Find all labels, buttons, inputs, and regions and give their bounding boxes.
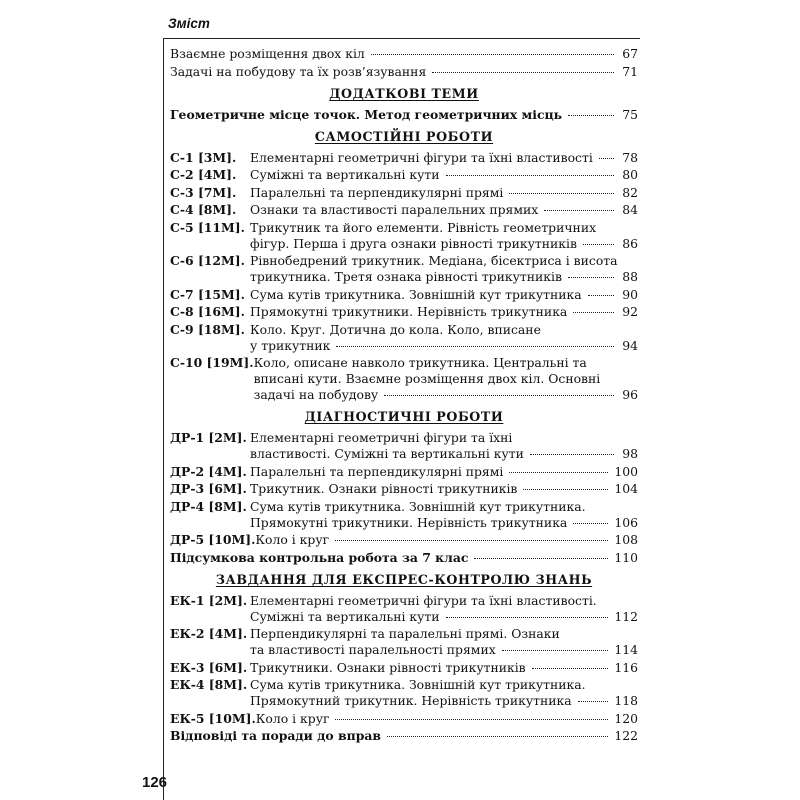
entry-title-line: Рівнобедрений трикутник. Медіана, бісектриса і висота: [250, 253, 618, 268]
entry-body: [250, 253, 638, 285]
toc-entry[interactable]: [170, 253, 638, 285]
entry-last-line: [250, 150, 638, 166]
dot-leader: [384, 395, 614, 396]
entry-last-line: [250, 167, 638, 183]
entry-last-line: [170, 728, 638, 744]
entry-title-line: Коло, описане навколо трикутника. Центральні та: [253, 355, 587, 370]
entry-page-number: 84: [622, 202, 638, 217]
entry-title-line: Прямокутний трикутник. Нерівність трикутника: [250, 693, 572, 708]
dot-leader: [387, 736, 608, 737]
entry-last-line: [170, 46, 638, 62]
dot-leader: [336, 346, 614, 347]
toc-entry[interactable]: [170, 355, 638, 403]
entry-body: [250, 287, 638, 303]
entry-body: [170, 46, 638, 62]
entry-title-line: Суміжні та вертикальні кути: [250, 608, 440, 624]
toc-entry[interactable]: [170, 287, 638, 303]
entry-body: [250, 626, 638, 658]
entry-last-line: [170, 550, 638, 566]
entry-body: [255, 532, 638, 548]
entry-code: С-2 [4М].: [170, 167, 237, 182]
entry-last-line: [250, 338, 638, 354]
entry-title-line: фігур. Перша і друга ознаки рівності трикутників: [250, 235, 577, 251]
toc-entry[interactable]: [170, 593, 638, 625]
dot-leader: [446, 175, 614, 176]
entry-body: [254, 355, 638, 403]
entry-code: С-10 [19М].: [170, 355, 254, 370]
toc-entry[interactable]: [170, 107, 638, 123]
dot-leader: [573, 523, 608, 524]
entry-body: [250, 185, 638, 201]
dot-leader: [523, 489, 608, 490]
dot-leader: [573, 312, 614, 313]
entry-last-line: [250, 269, 638, 285]
toc-entry[interactable]: [170, 728, 638, 744]
entry-title-line: трикутника. Третя ознака рівності трикутників: [250, 269, 562, 284]
entry-title-line: Сума кутів трикутника. Зовнішній кут трикутника.: [250, 498, 586, 514]
entry-code: С-3 [7М].: [170, 184, 237, 200]
dot-leader: [588, 295, 614, 296]
entry-last-line: [250, 287, 638, 303]
toc-entry[interactable]: [170, 167, 638, 183]
margin-rule: [163, 38, 164, 800]
entry-last-line: [250, 464, 638, 480]
toc-entry[interactable]: [170, 202, 638, 218]
header-rule: [164, 38, 640, 39]
entry-body: [170, 550, 638, 566]
entry-title-line: Коло і круг: [255, 532, 330, 547]
dot-leader: [502, 650, 609, 651]
section-heading: ДІАГНОСТИЧНІ РОБОТИ: [304, 409, 504, 424]
entry-body: [170, 728, 638, 744]
entry-title-line: Паралельні та перпендикулярні прямі: [250, 184, 504, 200]
entry-title-line: Прямокутні трикутники. Нерівність трикутника: [250, 514, 568, 530]
entry-page-number: 104: [614, 481, 638, 496]
dot-leader: [335, 719, 608, 720]
entry-code: ДР-3 [6М].: [170, 481, 247, 496]
entry-code: С-8 [16М].: [170, 304, 245, 319]
entry-last-line: [254, 387, 638, 403]
entry-title-line: вписані кути. Взаємне розміщення двох кіл. Основні: [253, 371, 601, 386]
entry-last-line: [250, 693, 638, 709]
entry-body: [250, 322, 638, 354]
entry-title-line: Елементарні геометричні фігури та їхні властивості: [250, 149, 593, 165]
dot-leader: [532, 668, 609, 669]
dot-leader: [509, 472, 608, 473]
toc-entry[interactable]: [170, 220, 638, 252]
toc-entry[interactable]: [170, 46, 638, 62]
entry-last-line: [170, 64, 638, 80]
toc-entry[interactable]: [170, 677, 638, 709]
entry-last-line: [250, 185, 638, 201]
entry-code: ДР-2 [4М].: [170, 463, 247, 479]
entry-title-line: Коло і круг: [255, 710, 330, 726]
dot-leader: [578, 701, 609, 702]
entry-last-line: [170, 107, 638, 123]
toc-entry[interactable]: [170, 304, 638, 320]
dot-leader: [446, 617, 609, 618]
entry-code: С-1 [3М].: [170, 149, 237, 165]
entry-body: [250, 464, 638, 480]
entry-page-number: 120: [614, 710, 638, 726]
entry-last-line: [250, 202, 638, 218]
entry-title-line: Ознаки та властивості паралельних прямих: [250, 202, 539, 217]
entry-body: [170, 64, 638, 80]
running-header-title: Зміст: [168, 16, 210, 31]
toc-entry[interactable]: [170, 430, 638, 462]
entry-last-line: [250, 660, 638, 676]
entry-last-line: [250, 446, 638, 462]
entry-page-number: 92: [622, 304, 638, 319]
entry-body: [250, 660, 638, 676]
entry-page-number: 108: [614, 532, 638, 547]
toc-entry[interactable]: [170, 481, 638, 497]
entry-code: С-4 [8М].: [170, 202, 237, 217]
entry-page-number: 80: [622, 167, 638, 182]
entry-code: С-6 [12М].: [170, 253, 245, 268]
entry-body: [250, 202, 638, 218]
toc-entry[interactable]: [170, 660, 638, 676]
dot-leader: [568, 115, 614, 116]
entry-body: [170, 107, 638, 123]
entry-page-number: 110: [614, 549, 638, 565]
entry-code: ЕК-1 [2М].: [170, 592, 248, 608]
entry-last-line: [250, 642, 638, 658]
entry-title-line: Трикутники. Ознаки рівності трикутників: [250, 659, 526, 675]
entry-title-line: Підсумкова контрольна робота за 7 клас: [170, 549, 469, 565]
entry-page-number: 82: [622, 184, 638, 200]
entry-page-number: 90: [622, 286, 638, 302]
toc-entry[interactable]: [170, 499, 638, 531]
dot-leader: [568, 277, 614, 278]
toc-entry[interactable]: [170, 64, 638, 80]
entry-page-number: 67: [622, 46, 638, 61]
entry-body: [250, 481, 638, 497]
entry-page-number: 88: [622, 269, 638, 284]
entry-title-line: Коло. Круг. Дотична до кола. Коло, вписане: [250, 321, 541, 337]
entry-code: ДР-5 [10М].: [170, 532, 256, 547]
dot-leader: [432, 72, 614, 73]
entry-code: С-7 [15М].: [170, 286, 245, 302]
dot-leader: [335, 540, 608, 541]
entry-title-line: Прямокутні трикутники. Нерівність трикутника: [250, 304, 568, 319]
section-heading: ЗАВДАННЯ ДЛЯ ЕКСПРЕС-КОНТРОЛЮ ЗНАНЬ: [215, 571, 593, 587]
toc-entry[interactable]: [170, 150, 638, 166]
entry-code: ЕК-2 [4М].: [170, 626, 248, 641]
entry-title-line: Паралельні та перпендикулярні прямі: [250, 463, 504, 479]
entry-body: [250, 220, 638, 252]
toc-entry[interactable]: [170, 464, 638, 480]
toc-entry[interactable]: [170, 626, 638, 658]
entry-body: [250, 593, 638, 625]
section-heading: ДОДАТКОВІ ТЕМИ: [329, 85, 479, 101]
entry-page-number: 114: [614, 642, 638, 657]
entry-code: ЕК-5 [10М].: [170, 710, 256, 726]
entry-body: [256, 711, 638, 727]
entry-title-line: властивості. Суміжні та вертикальні кути: [250, 446, 524, 461]
entry-body: [250, 304, 638, 320]
entry-page-number: 75: [622, 106, 638, 122]
entry-page-number: 100: [614, 463, 638, 479]
entry-last-line: [255, 532, 638, 548]
entry-title-line: Задачі на побудову та їх розв’язування: [170, 63, 427, 79]
entry-last-line: [256, 711, 638, 727]
entry-code: ДР-4 [8М].: [170, 498, 247, 514]
entry-title-line: Трикутник. Ознаки рівності трикутників: [250, 481, 518, 496]
entry-title-line: Трикутник та його елементи. Рівність геометричних: [250, 219, 597, 235]
entry-last-line: [250, 236, 638, 252]
entry-title-line: Елементарні геометричні фігури та їхні: [250, 430, 513, 445]
entry-page-number: 96: [622, 387, 638, 402]
entry-code: С-5 [11М].: [170, 219, 245, 235]
toc-entry[interactable]: [170, 711, 638, 727]
entry-page-number: 71: [622, 63, 638, 79]
entry-body: [250, 167, 638, 183]
entry-code: С-9 [18М].: [170, 321, 245, 337]
entry-code: ЕК-4 [8М].: [170, 677, 248, 692]
entry-title-line: Взаємне розміщення двох кіл: [170, 46, 365, 61]
toc-entry[interactable]: [170, 550, 638, 566]
entry-title-line: Суміжні та вертикальні кути: [250, 167, 440, 182]
entry-title-line: Сума кутів трикутника. Зовнішній кут трикутника.: [250, 677, 586, 692]
entry-title-line: Перпендикулярні та паралельні прямі. Ознаки: [250, 626, 560, 641]
entry-title-line: Елементарні геометричні фігури та їхні властивості.: [250, 592, 597, 608]
section-heading: САМОСТІЙНІ РОБОТИ: [314, 128, 494, 144]
entry-title-line: Сума кутів трикутника. Зовнішній кут трикутника: [250, 286, 582, 302]
dot-leader: [583, 244, 614, 245]
dot-leader: [509, 193, 614, 194]
entry-page-number: 94: [622, 337, 638, 353]
entry-page-number: 122: [614, 728, 638, 743]
toc-entry[interactable]: [170, 322, 638, 354]
entry-page-number: 78: [622, 149, 638, 165]
entry-code: ЕК-3 [6М].: [170, 659, 248, 675]
toc-entry[interactable]: [170, 532, 638, 548]
entry-page-number: 116: [614, 659, 638, 675]
entry-last-line: [250, 609, 638, 625]
entry-body: [250, 430, 638, 462]
page-number: 126: [142, 774, 168, 791]
entry-title-line: Відповіді та поради до вправ: [170, 728, 381, 743]
entry-last-line: [250, 304, 638, 320]
entry-page-number: 106: [614, 514, 638, 530]
entry-page-number: 98: [622, 446, 638, 461]
dot-leader: [599, 158, 614, 159]
dot-leader: [371, 54, 614, 55]
entry-title-line: та властивості паралельності прямих: [250, 642, 496, 657]
entry-page-number: 112: [614, 608, 638, 624]
entry-body: [250, 150, 638, 166]
entry-title-line: у трикутник: [250, 337, 331, 353]
entry-code: ДР-1 [2М].: [170, 430, 247, 445]
entry-body: [250, 677, 638, 709]
entry-body: [250, 499, 638, 531]
entry-page-number: 86: [622, 235, 638, 251]
entry-title-line: Геометричне місце точок. Метод геометричних місць: [170, 106, 563, 122]
dot-leader: [530, 454, 614, 455]
entry-page-number: 118: [614, 693, 638, 708]
entry-last-line: [250, 515, 638, 531]
table-of-contents: [170, 46, 638, 746]
entry-last-line: [250, 481, 638, 497]
dot-leader: [544, 210, 614, 211]
entry-title-line: задачі на побудову: [253, 387, 379, 402]
toc-entry[interactable]: [170, 185, 638, 201]
dot-leader: [474, 558, 608, 559]
